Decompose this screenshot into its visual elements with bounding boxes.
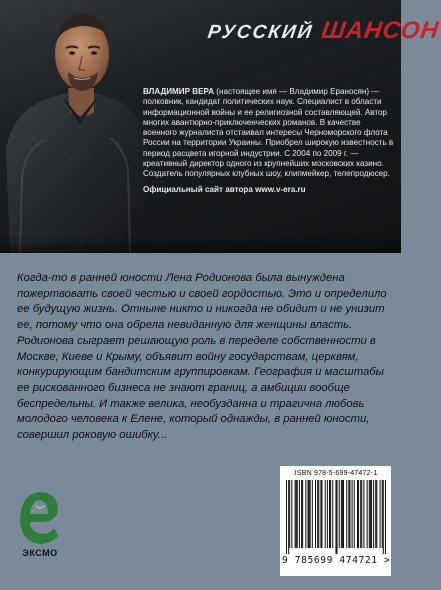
book-blurb: Когда-то в ранней юности Лена Родионова была вынуждена пожертвовать своей честью и своей гордостью. Это и определило ее будущую жизнь. Отныне никто и никогда не обидит и не унизит ее, потому что она обрела невиданную для женщины власть. Родионова сыграет решающую роль в переделе собственности в Москве, Киеве и Крыму, объявит войну государствам, церквям, конкурирующим бандитским группировкам. География и масштабы ее рискованного бизнеса не знают границ, а амбиции вообще беспредельны. И также велика, необузданна и трагична любовь молодого человека к Елене, который однажды, в ранней юности, совершил роковую ошибку... [17,272,387,442]
author-photo [0,0,150,253]
author-name: ВЛАДИМИР ВЕРА [143,87,215,96]
author-band [0,0,441,253]
isbn-text: ISBN 978-5-699-47472-1 [294,470,378,477]
series-word-russkiy: РУССКИЙ [206,22,315,43]
series-logo [206,17,441,47]
author-bio-text: (настоящее имя — Владимир Ераносян) — полковник, кандидат политических наук. Специалист в области информационной войны и ее религиозной составляющей. Автор многих авантюрно-приключенческих романов. В качестве военного журналиста отстаивал интересы Черноморского флота России на территории Украины. Приобрел широкую известность в период расцвета игорной индустрии. С 2004 по 2009 г. — креативный директор одного из крупнейших московских казино. Создатель популярных клубных шоу, клипмейкер, телепродюсер. [143,87,394,179]
barcode-digits: 9 785699 474721 > [282,555,391,566]
author-bio [143,87,395,195]
author-website: Официальный сайт автора www.v-era.ru [143,184,306,194]
publisher-name: ЭКСМО [22,548,58,558]
barcode-icon [286,480,386,554]
barcode-panel [280,466,391,576]
series-word-shanson: ШАНСОН [319,17,441,44]
eksmo-logo-icon [16,486,64,552]
